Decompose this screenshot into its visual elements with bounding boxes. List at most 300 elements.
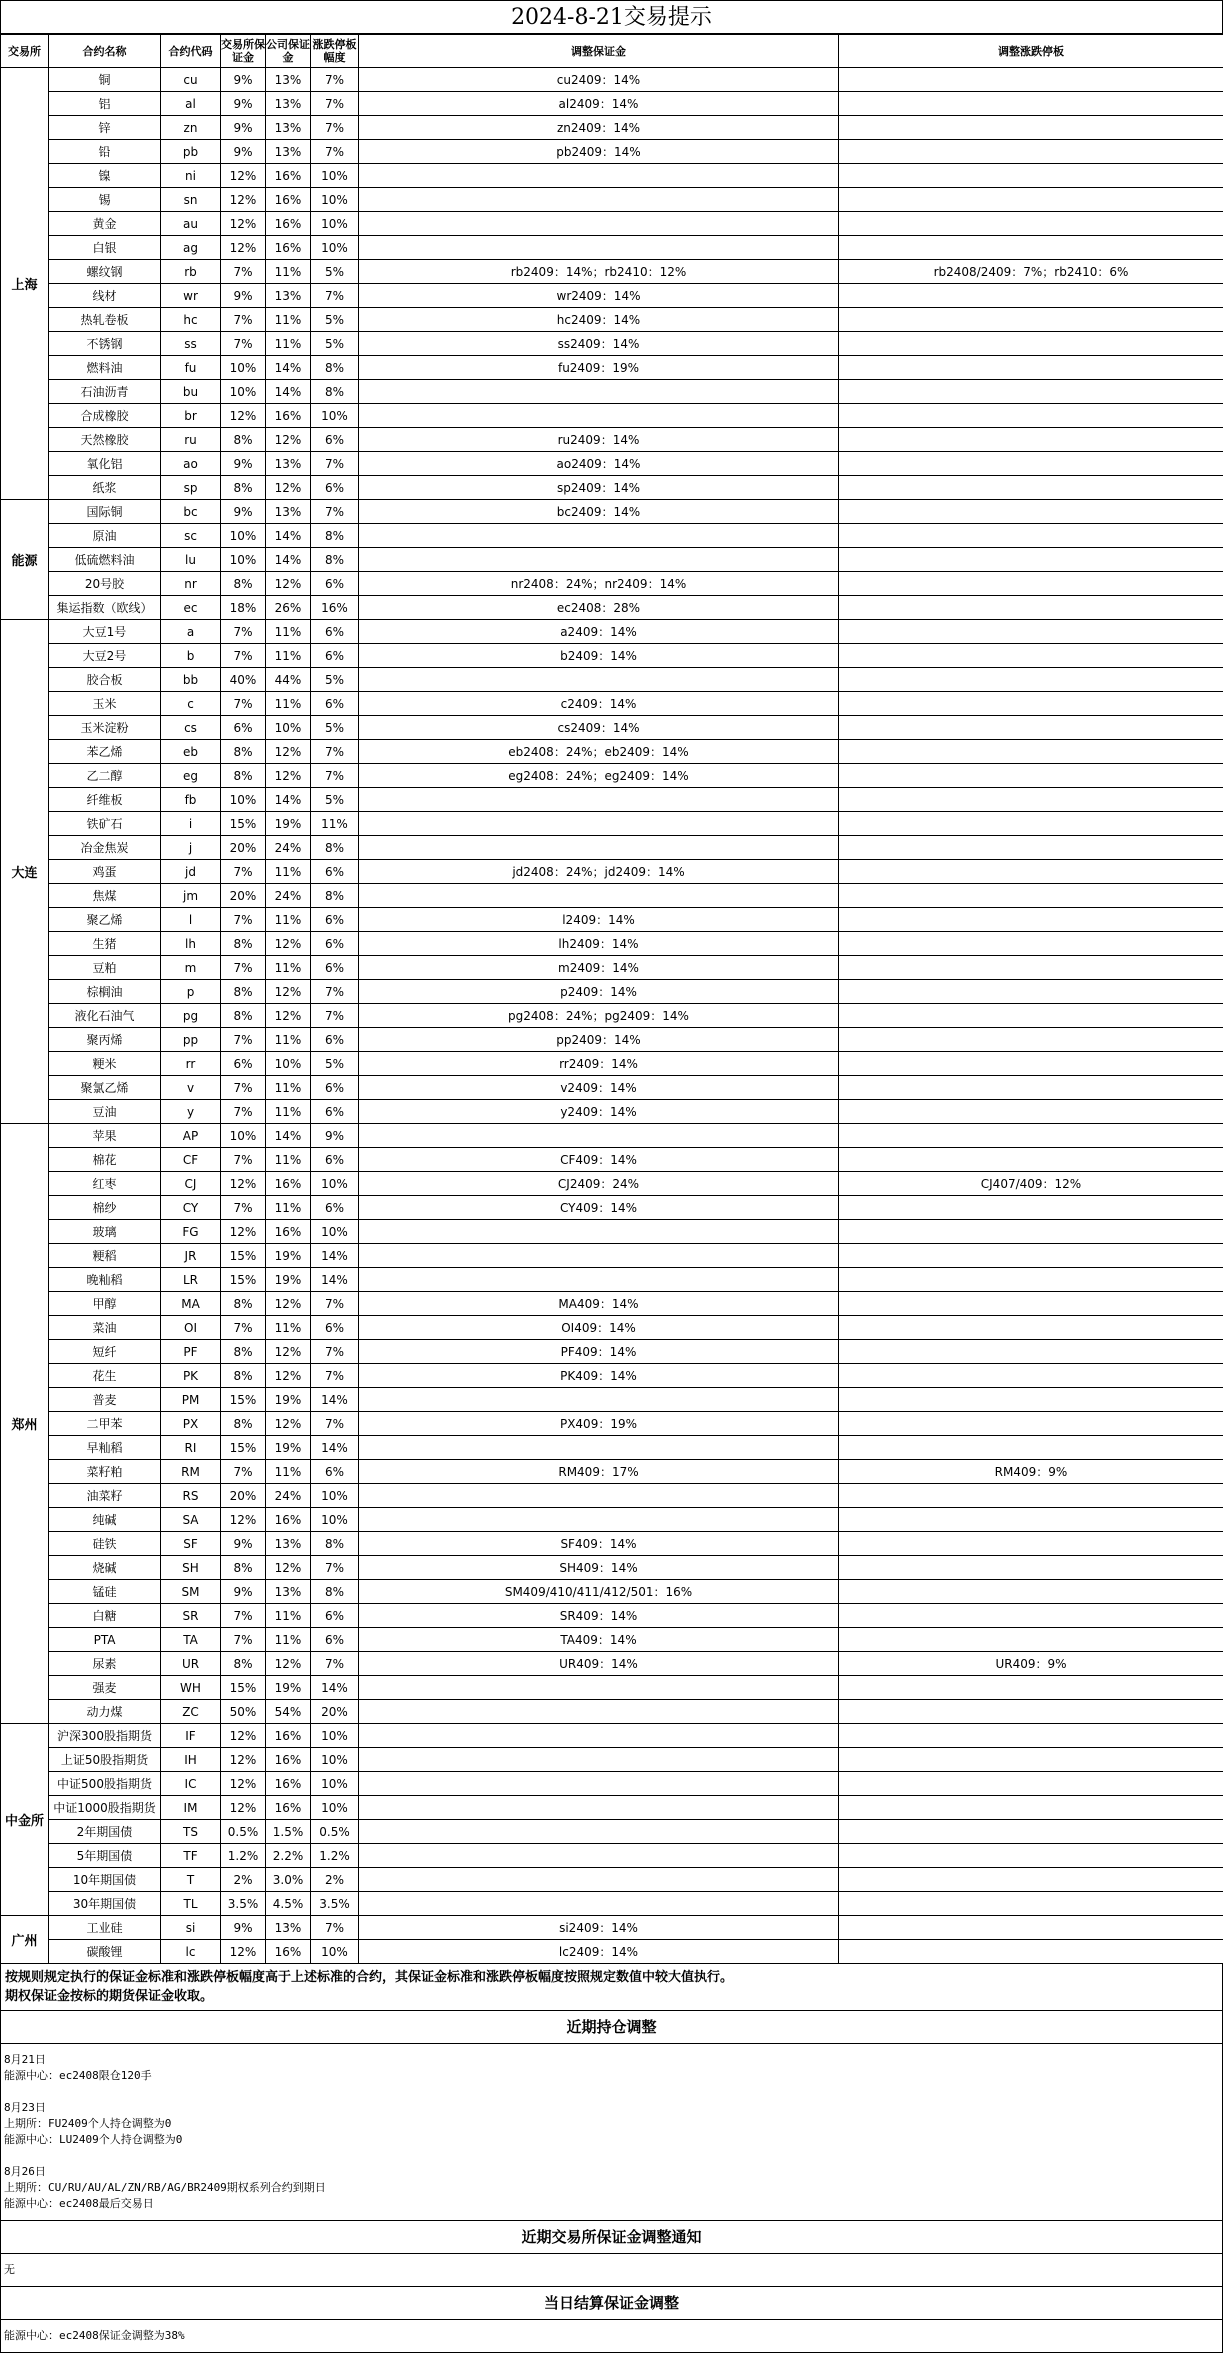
contract-name-cell: 菜油 <box>49 1316 161 1340</box>
company-margin-cell: 16% <box>266 1172 311 1196</box>
exchange-margin-cell: 7% <box>221 1196 266 1220</box>
table-row <box>1 1316 1223 1340</box>
table-row <box>1 332 1223 356</box>
contract-name-cell: 纸浆 <box>49 476 161 500</box>
table-row <box>1 1412 1223 1436</box>
adjusted-margin-cell: a2409：14% <box>359 620 839 644</box>
adjusted-limit-cell <box>839 1268 1223 1292</box>
position-date: 8月23日 <box>4 2101 46 2114</box>
exchange-margin-cell: 12% <box>221 212 266 236</box>
exchange-margin-cell: 7% <box>221 1628 266 1652</box>
adjusted-margin-cell: si2409：14% <box>359 1916 839 1940</box>
exchange-margin-cell: 1.2% <box>221 1844 266 1868</box>
exchange-margin-cell: 7% <box>221 1148 266 1172</box>
company-margin-cell: 11% <box>266 692 311 716</box>
adjusted-limit-cell <box>839 524 1223 548</box>
exchange-margin-cell: 12% <box>221 236 266 260</box>
contract-name-cell: 红枣 <box>49 1172 161 1196</box>
adjusted-margin-cell: RM409：17% <box>359 1460 839 1484</box>
adjusted-margin-cell: ru2409：14% <box>359 428 839 452</box>
exchange-margin-cell: 7% <box>221 644 266 668</box>
table-row <box>1 980 1223 1004</box>
contract-name-cell: 油菜籽 <box>49 1484 161 1508</box>
contract-code-cell: sc <box>161 524 221 548</box>
price-limit-cell: 5% <box>311 260 359 284</box>
contract-name-cell: 甲醇 <box>49 1292 161 1316</box>
adjusted-limit-cell <box>839 572 1223 596</box>
contract-name-cell: 普麦 <box>49 1388 161 1412</box>
adjusted-limit-cell <box>839 1604 1223 1628</box>
adjusted-margin-cell: jd2408：24%；jd2409：14% <box>359 860 839 884</box>
contract-name-cell: 豆油 <box>49 1100 161 1124</box>
table-row <box>1 1388 1223 1412</box>
exchange-margin-cell: 7% <box>221 308 266 332</box>
table-row <box>1 404 1223 428</box>
adjusted-margin-cell <box>359 380 839 404</box>
adjusted-margin-cell: TA409：14% <box>359 1628 839 1652</box>
adjusted-margin-cell: cs2409：14% <box>359 716 839 740</box>
contract-name-cell: 天然橡胶 <box>49 428 161 452</box>
price-limit-cell: 6% <box>311 1100 359 1124</box>
company-margin-cell: 16% <box>266 1796 311 1820</box>
contract-name-cell: 螺纹钢 <box>49 260 161 284</box>
price-limit-cell: 7% <box>311 1292 359 1316</box>
company-margin-cell: 2.2% <box>266 1844 311 1868</box>
price-limit-cell: 7% <box>311 1556 359 1580</box>
adjusted-margin-cell: rr2409：14% <box>359 1052 839 1076</box>
contract-code-cell: hc <box>161 308 221 332</box>
exchange-margin-cell: 12% <box>221 1772 266 1796</box>
adjusted-limit-cell <box>839 308 1223 332</box>
company-margin-cell: 14% <box>266 524 311 548</box>
company-margin-cell: 16% <box>266 188 311 212</box>
contract-name-cell: 聚丙烯 <box>49 1028 161 1052</box>
adjusted-margin-cell <box>359 1844 839 1868</box>
company-margin-cell: 1.5% <box>266 1820 311 1844</box>
adjusted-margin-cell: c2409：14% <box>359 692 839 716</box>
contract-code-cell: SF <box>161 1532 221 1556</box>
price-limit-cell: 8% <box>311 836 359 860</box>
contract-code-cell: ru <box>161 428 221 452</box>
company-margin-cell: 16% <box>266 1940 311 1964</box>
contract-name-cell: 液化石油气 <box>49 1004 161 1028</box>
price-limit-cell: 5% <box>311 668 359 692</box>
price-limit-cell: 8% <box>311 1532 359 1556</box>
table-row <box>1 1460 1223 1484</box>
exchange-margin-cell: 18% <box>221 596 266 620</box>
adjusted-limit-cell <box>839 1436 1223 1460</box>
rules-note <box>0 1964 1223 2011</box>
exchange-margin-cell: 15% <box>221 1244 266 1268</box>
contract-name-cell: 尿素 <box>49 1652 161 1676</box>
adjusted-limit-cell <box>839 1892 1223 1916</box>
table-row <box>1 908 1223 932</box>
table-row <box>1 1076 1223 1100</box>
table-row <box>1 140 1223 164</box>
price-limit-cell: 6% <box>311 1028 359 1052</box>
table-row <box>1 284 1223 308</box>
adjusted-limit-cell <box>839 164 1223 188</box>
adjusted-limit-cell <box>839 620 1223 644</box>
contract-code-cell: cu <box>161 68 221 92</box>
contract-name-cell: 聚乙烯 <box>49 908 161 932</box>
contract-name-cell: 集运指数（欧线） <box>49 596 161 620</box>
exchange-margin-cell: 8% <box>221 980 266 1004</box>
table-row <box>1 1004 1223 1028</box>
company-margin-cell: 19% <box>266 1244 311 1268</box>
company-margin-cell: 24% <box>266 884 311 908</box>
contract-code-cell: m <box>161 956 221 980</box>
price-limit-cell: 6% <box>311 932 359 956</box>
adjusted-limit-cell <box>839 836 1223 860</box>
exchange-margin-cell: 8% <box>221 740 266 764</box>
table-row <box>1 860 1223 884</box>
contract-name-cell: 二甲苯 <box>49 1412 161 1436</box>
table-row <box>1 620 1223 644</box>
price-limit-cell: 8% <box>311 1580 359 1604</box>
contract-name-cell: 镍 <box>49 164 161 188</box>
company-margin-cell: 19% <box>266 1268 311 1292</box>
contract-name-cell: 燃料油 <box>49 356 161 380</box>
table-row <box>1 428 1223 452</box>
contract-code-cell: bb <box>161 668 221 692</box>
price-limit-cell: 7% <box>311 140 359 164</box>
price-limit-cell: 7% <box>311 1364 359 1388</box>
company-margin-cell: 16% <box>266 236 311 260</box>
adjusted-limit-cell <box>839 380 1223 404</box>
contract-code-cell: pp <box>161 1028 221 1052</box>
price-limit-cell: 5% <box>311 332 359 356</box>
contract-name-cell: 中证1000股指期货 <box>49 1796 161 1820</box>
price-limit-cell: 6% <box>311 1148 359 1172</box>
company-margin-cell: 13% <box>266 1916 311 1940</box>
contract-code-cell: PF <box>161 1340 221 1364</box>
table-row <box>1 1580 1223 1604</box>
exchange-margin-cell: 12% <box>221 1748 266 1772</box>
adjusted-margin-cell: fu2409：19% <box>359 356 839 380</box>
adjusted-limit-cell <box>839 1508 1223 1532</box>
adjusted-limit-cell: UR409：9% <box>839 1652 1223 1676</box>
contract-name-cell: 30年期国债 <box>49 1892 161 1916</box>
exchange-margin-cell: 12% <box>221 1724 266 1748</box>
adjusted-limit-cell <box>839 884 1223 908</box>
adjusted-limit-cell <box>839 68 1223 92</box>
price-limit-cell: 7% <box>311 764 359 788</box>
table-row <box>1 92 1223 116</box>
contract-name-cell: 5年期国债 <box>49 1844 161 1868</box>
contract-code-cell: AP <box>161 1124 221 1148</box>
table-row <box>1 1700 1223 1724</box>
price-limit-cell: 5% <box>311 1052 359 1076</box>
table-row <box>1 716 1223 740</box>
contract-name-cell: 烧碱 <box>49 1556 161 1580</box>
company-margin-cell: 16% <box>266 212 311 236</box>
contract-code-cell: RM <box>161 1460 221 1484</box>
company-margin-cell: 4.5% <box>266 1892 311 1916</box>
contract-name-cell: 沪深300股指期货 <box>49 1724 161 1748</box>
company-margin-cell: 11% <box>266 1316 311 1340</box>
company-margin-cell: 11% <box>266 908 311 932</box>
adjusted-margin-cell <box>359 1268 839 1292</box>
price-limit-cell: 9% <box>311 1124 359 1148</box>
contract-name-cell: 铝 <box>49 92 161 116</box>
contract-code-cell: IH <box>161 1748 221 1772</box>
contract-name-cell: 苯乙烯 <box>49 740 161 764</box>
price-limit-cell: 7% <box>311 1916 359 1940</box>
price-limit-cell: 7% <box>311 284 359 308</box>
adjusted-limit-cell <box>839 1244 1223 1268</box>
exchange-margin-cell: 10% <box>221 1124 266 1148</box>
exchange-margin-cell: 15% <box>221 1268 266 1292</box>
exchange-margin-cell: 12% <box>221 404 266 428</box>
company-margin-cell: 11% <box>266 260 311 284</box>
contract-name-cell: 10年期国债 <box>49 1868 161 1892</box>
company-margin-cell: 16% <box>266 1724 311 1748</box>
company-margin-cell: 44% <box>266 668 311 692</box>
company-margin-cell: 12% <box>266 572 311 596</box>
adjusted-margin-cell <box>359 1796 839 1820</box>
price-limit-cell: 6% <box>311 692 359 716</box>
exchange-margin-cell: 40% <box>221 668 266 692</box>
exchange-margin-cell: 3.5% <box>221 1892 266 1916</box>
company-margin-cell: 13% <box>266 452 311 476</box>
contract-name-cell: 线材 <box>49 284 161 308</box>
price-limit-cell: 7% <box>311 740 359 764</box>
company-margin-cell: 11% <box>266 1148 311 1172</box>
adjusted-margin-cell <box>359 524 839 548</box>
price-limit-cell: 6% <box>311 428 359 452</box>
company-margin-cell: 12% <box>266 428 311 452</box>
company-margin-cell: 14% <box>266 380 311 404</box>
contract-name-cell: 菜籽粕 <box>49 1460 161 1484</box>
contract-name-cell: 不锈钢 <box>49 332 161 356</box>
contract-code-cell: ZC <box>161 1700 221 1724</box>
position-line: 能源中心：ec2408最后交易日 <box>4 2197 154 2210</box>
exchange-margin-cell: 8% <box>221 1340 266 1364</box>
adjusted-margin-cell: UR409：14% <box>359 1652 839 1676</box>
adjusted-limit-cell <box>839 1388 1223 1412</box>
adjusted-limit-cell <box>839 1556 1223 1580</box>
contract-name-cell: 动力煤 <box>49 1700 161 1724</box>
exchange-margin-cell: 10% <box>221 548 266 572</box>
company-margin-cell: 12% <box>266 1412 311 1436</box>
table-row <box>1 260 1223 284</box>
exchange-cell: 中金所 <box>1 1724 49 1916</box>
price-limit-cell: 6% <box>311 1196 359 1220</box>
adjusted-margin-cell <box>359 1700 839 1724</box>
contract-name-cell: 硅铁 <box>49 1532 161 1556</box>
contract-name-cell: 粳米 <box>49 1052 161 1076</box>
adjusted-margin-cell <box>359 164 839 188</box>
position-line: 能源中心：LU2409个人持仓调整为0 <box>4 2133 183 2146</box>
adjusted-limit-cell <box>839 212 1223 236</box>
exchange-margin-cell: 20% <box>221 836 266 860</box>
exchange-margin-cell: 9% <box>221 92 266 116</box>
exchange-margin-cell: 12% <box>221 1940 266 1964</box>
table-row <box>1 1556 1223 1580</box>
adjusted-limit-cell <box>839 1340 1223 1364</box>
exchange-margin-cell: 12% <box>221 1220 266 1244</box>
adjusted-limit-cell <box>839 1484 1223 1508</box>
company-margin-cell: 13% <box>266 68 311 92</box>
adjusted-margin-cell: zn2409：14% <box>359 116 839 140</box>
price-limit-cell: 6% <box>311 476 359 500</box>
adjusted-margin-cell: SH409：14% <box>359 1556 839 1580</box>
price-limit-cell: 6% <box>311 860 359 884</box>
exchange-margin-cell: 8% <box>221 764 266 788</box>
company-margin-cell: 13% <box>266 1532 311 1556</box>
price-limit-cell: 16% <box>311 596 359 620</box>
company-margin-cell: 12% <box>266 1340 311 1364</box>
margin-table <box>0 34 1223 1964</box>
settlement-margin-body: 能源中心：ec2408保证金调整为38% <box>0 2320 1223 2353</box>
table-row <box>1 1508 1223 1532</box>
company-margin-cell: 14% <box>266 548 311 572</box>
table-row <box>1 740 1223 764</box>
adjusted-limit-cell <box>839 788 1223 812</box>
adjusted-limit-cell <box>839 1412 1223 1436</box>
position-group <box>4 2164 1219 2212</box>
table-row <box>1 1052 1223 1076</box>
company-margin-cell: 19% <box>266 1676 311 1700</box>
adjusted-margin-cell: lc2409：14% <box>359 1940 839 1964</box>
adjusted-limit-cell <box>839 1220 1223 1244</box>
contract-code-cell: j <box>161 836 221 860</box>
company-margin-cell: 11% <box>266 332 311 356</box>
adjusted-limit-cell <box>839 860 1223 884</box>
price-limit-cell: 5% <box>311 716 359 740</box>
price-limit-cell: 11% <box>311 812 359 836</box>
adjusted-margin-cell: SF409：14% <box>359 1532 839 1556</box>
adjusted-limit-cell <box>839 1028 1223 1052</box>
contract-code-cell: RI <box>161 1436 221 1460</box>
adjusted-margin-cell: PK409：14% <box>359 1364 839 1388</box>
price-limit-cell: 10% <box>311 1796 359 1820</box>
position-adjust-body <box>0 2044 1223 2221</box>
adjusted-margin-cell: sp2409：14% <box>359 476 839 500</box>
table-row <box>1 1196 1223 1220</box>
adjusted-margin-cell: v2409：14% <box>359 1076 839 1100</box>
contract-name-cell: 纤维板 <box>49 788 161 812</box>
price-limit-cell: 10% <box>311 236 359 260</box>
exchange-margin-cell: 8% <box>221 572 266 596</box>
adjusted-margin-cell: eb2408：24%；eb2409：14% <box>359 740 839 764</box>
company-margin-cell: 11% <box>266 1460 311 1484</box>
company-margin-cell: 13% <box>266 1580 311 1604</box>
contract-code-cell: LR <box>161 1268 221 1292</box>
price-limit-cell: 1.2% <box>311 1844 359 1868</box>
adjusted-limit-cell <box>839 1628 1223 1652</box>
adjusted-margin-cell: PX409：19% <box>359 1412 839 1436</box>
contract-code-cell: SH <box>161 1556 221 1580</box>
adjusted-margin-cell: ao2409：14% <box>359 452 839 476</box>
contract-code-cell: IF <box>161 1724 221 1748</box>
contract-code-cell: eb <box>161 740 221 764</box>
contract-code-cell: nr <box>161 572 221 596</box>
adjusted-limit-cell <box>839 1940 1223 1964</box>
price-limit-cell: 6% <box>311 1076 359 1100</box>
adjusted-limit-cell <box>839 1292 1223 1316</box>
table-row <box>1 1844 1223 1868</box>
table-row <box>1 1748 1223 1772</box>
position-line: 能源中心：ec2408限仓120手 <box>4 2069 152 2082</box>
company-margin-cell: 19% <box>266 1436 311 1460</box>
table-row <box>1 1916 1223 1940</box>
adjusted-margin-cell <box>359 1124 839 1148</box>
contract-code-cell: ni <box>161 164 221 188</box>
contract-code-cell: c <box>161 692 221 716</box>
exchange-margin-cell: 7% <box>221 1100 266 1124</box>
exchange-margin-cell: 9% <box>221 500 266 524</box>
contract-name-cell: 白银 <box>49 236 161 260</box>
company-margin-cell: 19% <box>266 812 311 836</box>
table-row <box>1 1268 1223 1292</box>
adjusted-limit-cell <box>839 548 1223 572</box>
company-margin-cell: 12% <box>266 1292 311 1316</box>
exchange-margin-cell: 9% <box>221 284 266 308</box>
adjusted-limit-cell <box>839 764 1223 788</box>
contract-code-cell: UR <box>161 1652 221 1676</box>
exchange-margin-cell: 9% <box>221 1580 266 1604</box>
adjusted-limit-cell <box>839 1124 1223 1148</box>
price-limit-cell: 6% <box>311 1604 359 1628</box>
price-limit-cell: 20% <box>311 1700 359 1724</box>
adjusted-limit-cell <box>839 644 1223 668</box>
adjusted-limit-cell <box>839 1772 1223 1796</box>
company-margin-cell: 12% <box>266 476 311 500</box>
contract-code-cell: jd <box>161 860 221 884</box>
adjusted-limit-cell <box>839 668 1223 692</box>
note-line: 按规则规定执行的保证金标准和涨跌停板幅度高于上述标准的合约，其保证金标准和涨跌停板幅度按照规定数值中较大值执行。 <box>5 1970 734 1985</box>
contract-name-cell: 棉花 <box>49 1148 161 1172</box>
price-limit-cell: 10% <box>311 1940 359 1964</box>
exchange-margin-cell: 12% <box>221 1172 266 1196</box>
exchange-margin-cell: 7% <box>221 692 266 716</box>
exchange-margin-cell: 8% <box>221 1652 266 1676</box>
contract-code-cell: fb <box>161 788 221 812</box>
adjusted-margin-cell: PF409：14% <box>359 1340 839 1364</box>
position-group <box>4 2100 1219 2148</box>
adjusted-margin-cell: SR409：14% <box>359 1604 839 1628</box>
contract-code-cell: ag <box>161 236 221 260</box>
contract-code-cell: lc <box>161 1940 221 1964</box>
contract-name-cell: 玉米淀粉 <box>49 716 161 740</box>
contract-code-cell: PK <box>161 1364 221 1388</box>
price-limit-cell: 7% <box>311 1340 359 1364</box>
adjusted-margin-cell: SM409/410/411/412/501：16% <box>359 1580 839 1604</box>
price-limit-cell: 8% <box>311 380 359 404</box>
table-row <box>1 1628 1223 1652</box>
company-margin-cell: 11% <box>266 956 311 980</box>
table-row <box>1 932 1223 956</box>
company-margin-cell: 11% <box>266 620 311 644</box>
price-limit-cell: 6% <box>311 644 359 668</box>
adjusted-limit-cell <box>839 1076 1223 1100</box>
table-row <box>1 1676 1223 1700</box>
contract-name-cell: 短纤 <box>49 1340 161 1364</box>
contract-name-cell: 晚籼稻 <box>49 1268 161 1292</box>
settlement-margin-title: 当日结算保证金调整 <box>0 2287 1223 2320</box>
adjusted-margin-cell <box>359 1508 839 1532</box>
adjusted-limit-cell <box>839 188 1223 212</box>
adjusted-margin-cell <box>359 1484 839 1508</box>
price-limit-cell: 14% <box>311 1388 359 1412</box>
company-margin-cell: 54% <box>266 1700 311 1724</box>
adjusted-limit-cell <box>839 692 1223 716</box>
company-margin-cell: 10% <box>266 1052 311 1076</box>
adjusted-margin-cell <box>359 212 839 236</box>
contract-code-cell: PX <box>161 1412 221 1436</box>
